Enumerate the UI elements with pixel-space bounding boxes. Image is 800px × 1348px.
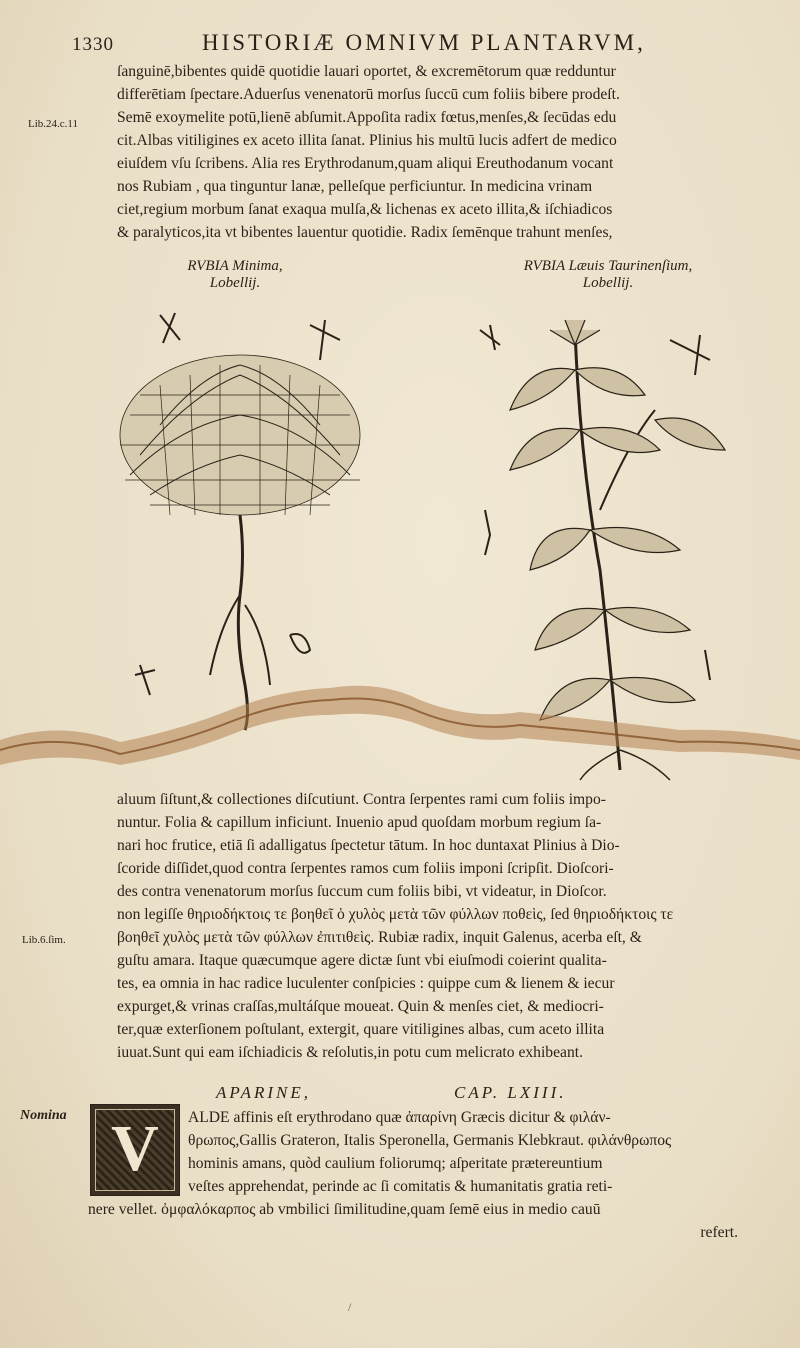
text-line: & paralyticos,ita vt bibentes lauentur quotidie. Radix ſemēnque trahunt menſes, <box>117 224 613 241</box>
stray-ink-mark: / <box>348 1300 352 1314</box>
text-line: nari hoc frutice, etiā ſi adalligatus ſpectetur tātum. In hoc duntaxat Plinius à Dio- <box>117 837 620 854</box>
text-line: des contra venenatorum morſus ſuccum cum foliis bibi, vt videatur, in Dioſcor. <box>117 883 607 900</box>
text-line: expurget,& vrinas craſſas,multáſque moueat. Quin & menſes ciet, & mediocri- <box>117 998 604 1015</box>
initial-letter: V <box>111 1112 159 1185</box>
burn-damage-edge <box>0 670 800 790</box>
text-line: nuntur. Folia & capillum inficiunt. Inuenio apud quoſdam morbum regium ſa- <box>117 814 602 831</box>
middle-paragraph <box>117 788 757 1064</box>
caption-left-title: RVBIA Minima, <box>187 258 283 274</box>
caption-left-author: Lobellij. <box>209 275 261 291</box>
text-line: refert. <box>700 1224 738 1241</box>
caption-right-author: Lobellij. <box>582 275 634 291</box>
running-title: HISTORIÆ OMNIVM PLANTARVM, <box>202 30 646 55</box>
folio-number: 1330 <box>72 34 114 55</box>
text-line: ter,quæ exterſionem poſtulant, extergit, quare vitiligines albas, cum aceto illita <box>117 1021 605 1038</box>
text-line: θρωπος,Gallis Grateron, Italis Speronella, Germanis Klebkraut. φιλάνθρωπος <box>188 1132 672 1149</box>
text-line: iuuat.Sunt qui eam iſchiadicis & reſolutis,in potu cum melicrato exhibeant. <box>117 1044 583 1061</box>
margin-note-nomina: Nomina <box>20 1108 67 1123</box>
caption-left <box>130 258 340 292</box>
chapter-paragraph-indented <box>88 1106 748 1198</box>
text-line: guſtu amara. Itaque quæcumque agere dictæ ſunt vbi eiuſmodi coierint qualita- <box>117 952 607 969</box>
text-line: veſtes apprehendat, perinde ac ſi comitatis & humanitatis gratia reti- <box>188 1178 613 1195</box>
text-line: tes, ea omnia in hac radice luculenter conſpicies : quippe cum & lienem & iecur <box>117 975 615 992</box>
text-line: ALDE affinis eſt erythrodano quæ ἀπαρίνη Græcis dicitur & φιλάν- <box>188 1109 611 1126</box>
text-line: ciet,regium morbum ſanat exaqua mulſa,& lichenas ex aceto illita,& iſchiadicos <box>117 201 613 218</box>
caption-right-title: RVBIA Læuis Taurinenſium, <box>523 258 693 274</box>
margin-note-middle: Lib.6.ſim. <box>22 934 66 946</box>
text-line: Semē exoymelite potū,lienē abſumit.Appoſita radix fœtus,menſes,& ſecūdas edu <box>117 109 617 126</box>
text-line: non legiſſe θηριοδήκτοις τε βοηθεῖ ὁ χυλὸς μετὰ τῶν φύλλων ποθεὶς, ſed θηριοδήκτοις τε <box>117 906 674 923</box>
chapter-paragraph-full <box>88 1198 748 1244</box>
text-line: ſanguinē,bibentes quidē quotidie lauari oportet, & excremētorum quæ redduntur <box>117 63 616 80</box>
chapter-number: CAP. LXIII. <box>454 1083 567 1102</box>
text-line: eiuſdem vſu ſcribens. Alia res Erythrodanum,quam aliqui Ereuthodanum vocant <box>117 155 614 172</box>
page-header <box>0 28 800 58</box>
text-line: hominis amans, quòd caulium foliorumq; aſperitate prætereuntium <box>188 1155 603 1172</box>
top-paragraph <box>117 60 757 244</box>
text-line: βοηθεῖ χυλὸς μετὰ τῶν φύλλων ἐπιτιθεὶς. Rubiæ radix, inquit Galenus, acerba eſt, & <box>117 929 642 946</box>
text-line: cit.Albas vitiligines ex aceto illita ſanat. Plinius his multū lucis adfert de medico <box>117 132 617 149</box>
text-line: nos Rubiam , qua tinguntur lanæ, pelleſque perficiuntur. In medicina vrinam <box>117 178 593 195</box>
margin-note-top: Lib.24.c.11 <box>28 118 78 130</box>
caption-right <box>478 258 738 292</box>
text-line: nere vellet. ὀμφαλόκαρπος ab vmbilici ſimilitudine,quam ſemē eius in medio cauū <box>88 1201 601 1218</box>
text-line: differētiam ſpectare.Aduerſus venenatorū morſus ſuccū cum foliis bibere prodeſt. <box>117 86 620 103</box>
chapter-title: APARINE, <box>216 1083 311 1102</box>
text-line: aluum ſiſtunt,& collectiones diſcutiunt. Contra ſerpentes rami cum foliis impo- <box>117 791 606 808</box>
text-line: ſcoride diſſidet,quod contra ſerpentes ramos cum foliis imponi ſcripſit. Dioſcori- <box>117 860 614 877</box>
